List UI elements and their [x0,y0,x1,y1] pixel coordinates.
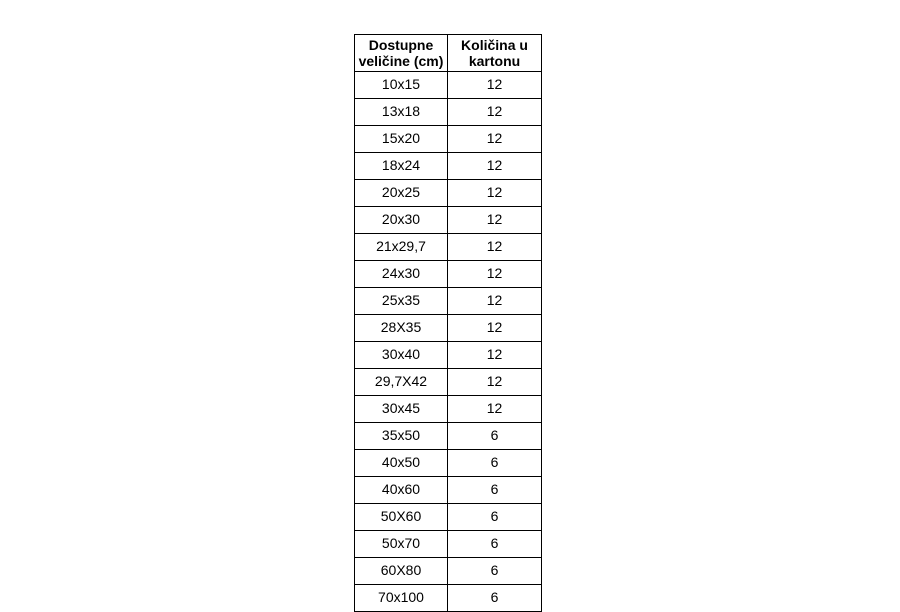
header-quantity-line2: kartonu [468,53,521,69]
quantity-cell: 12 [448,396,542,423]
quantity-cell: 12 [448,72,542,99]
quantity-cell: 6 [448,504,542,531]
quantity-cell: 6 [448,477,542,504]
quantity-cell: 6 [448,585,542,612]
table-row [355,315,542,342]
table-row [355,585,542,612]
quantity-cell: 12 [448,342,542,369]
size-cell: 29,7X42 [355,369,448,396]
table-row [355,423,542,450]
table-row [355,99,542,126]
table-body [355,72,542,612]
quantity-cell: 12 [448,180,542,207]
size-cell: 70x100 [355,585,448,612]
quantity-cell: 12 [448,369,542,396]
size-cell: 20x30 [355,207,448,234]
size-cell: 20x25 [355,180,448,207]
size-cell: 18x24 [355,153,448,180]
table-row [355,558,542,585]
size-cell: 24x30 [355,261,448,288]
header-available-sizes [355,35,448,72]
table-row [355,396,542,423]
quantity-cell: 12 [448,126,542,153]
quantity-cell: 12 [448,207,542,234]
size-cell: 40x50 [355,450,448,477]
size-cell: 13x18 [355,99,448,126]
size-cell: 35x50 [355,423,448,450]
table-row [355,342,542,369]
quantity-cell: 12 [448,153,542,180]
table-row [355,180,542,207]
table-row [355,477,542,504]
size-cell: 28X35 [355,315,448,342]
size-cell: 40x60 [355,477,448,504]
quantity-cell: 6 [448,531,542,558]
header-available-sizes-line1: Dostupne [368,37,434,53]
table-row [355,153,542,180]
header-available-sizes-line2: veličine (cm) [358,53,444,69]
quantity-cell: 12 [448,315,542,342]
table-row [355,261,542,288]
sizes-table [354,34,542,612]
table-row [355,72,542,99]
header-row [355,35,542,72]
table-row [355,504,542,531]
table-row [355,531,542,558]
quantity-cell: 12 [448,234,542,261]
table-row [355,207,542,234]
quantity-cell: 6 [448,450,542,477]
size-cell: 25x35 [355,288,448,315]
table-row [355,450,542,477]
table-row [355,288,542,315]
table-row [355,234,542,261]
size-cell: 30x40 [355,342,448,369]
quantity-cell: 6 [448,423,542,450]
size-cell: 21x29,7 [355,234,448,261]
quantity-cell: 12 [448,99,542,126]
quantity-cell: 12 [448,261,542,288]
table-row [355,369,542,396]
header-quantity-line1: Količina u [461,37,528,53]
table-row [355,126,542,153]
size-cell: 10x15 [355,72,448,99]
header-quantity-per-carton [448,35,542,72]
size-cell: 60X80 [355,558,448,585]
size-cell: 30x45 [355,396,448,423]
size-cell: 50X60 [355,504,448,531]
quantity-cell: 12 [448,288,542,315]
size-cell: 15x20 [355,126,448,153]
size-cell: 50x70 [355,531,448,558]
table-header [355,35,542,72]
quantity-cell: 6 [448,558,542,585]
